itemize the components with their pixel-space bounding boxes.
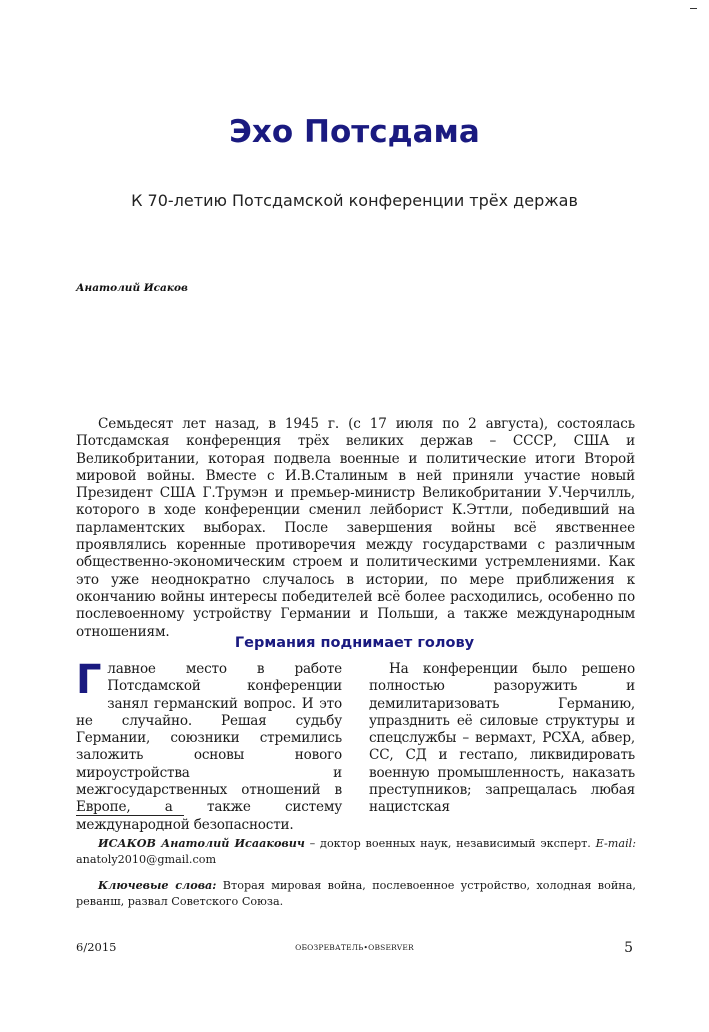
intro-paragraph: Семьдесят лет назад, в 1945 г. (с 17 июля по 2 августа), состоялась Потсдамская конференция трёх великих держав – СССР, США и Великобритании, которая подвела военные и политические итоги Второй мировой войны. Вместе с И.В.Сталиным в ней приняли участие новый Президент США Г.Трумэн и премьер-министр Великобритании У.Черчилль, которого в ходе конференции сменил лейборист К.Эттли, победивший на парламентских выборах. После завершения войны всё явственнее проявлялись коренные противоречия между государствами с различным общественно-экономическим строем и политическими устремлениями. Как это уже неоднократно случалось в истории, по мере приближения к окончанию войны интересы победителей всё более расходились, особенно по послевоенному устройству Германии и Польши, а также международным отношениям. <box>76 416 635 640</box>
section-heading: Германия поднимает голову <box>234 635 475 651</box>
footnote-email-label: E-mail: <box>595 837 637 850</box>
article-title: Эхо Потсдама <box>229 114 480 150</box>
footer-journal-name: ОБОЗРЕВАТЕЛЬ•OBSERVER <box>295 943 414 952</box>
footnote-email[interactable]: anatoly2010@gmail.com <box>76 852 217 866</box>
article-author: Анатолий Исаков <box>76 282 188 294</box>
keywords-text: Вторая мировая война, послевоенное устройство, холодная война, реванш, развал Советского Союза. <box>76 879 636 908</box>
keywords <box>76 878 636 909</box>
corner-crop-mark <box>690 8 697 9</box>
footnote-divider <box>76 815 184 816</box>
footnote-description: – доктор военных наук, независимый эксперт. <box>304 837 596 850</box>
footnote-author-name: ИСАКОВ Анатолий Исаакович <box>98 836 305 850</box>
column-left-text: лавное место в работе Потсдамской конференции занял германский вопрос. И это не случайно. Решая судьбу Германии, союзники стремились заложить основы нового мироустройства и межгосударственных отношений в Европе, а также систему международной безопасности. <box>76 661 342 833</box>
keywords-label: Ключевые слова: <box>98 878 217 892</box>
column-right: На конференции было решено полностью разоружить и демилитаризовать Германию, упразднить её силовые структуры и спецслужбы – вермахт, РСХА, абвер, СС, СД и гестапо, ликвидировать военную промышленность, наказать преступников; запрещалась любая нацистская <box>369 661 635 816</box>
footer-issue: 6/2015 <box>76 940 117 954</box>
column-left <box>76 657 342 834</box>
page-number: 5 <box>624 940 633 956</box>
drop-cap: Г <box>76 657 102 703</box>
article-subtitle: К 70-летию Потсдамской конференции трёх держав <box>131 191 578 210</box>
author-footnote <box>76 836 636 867</box>
